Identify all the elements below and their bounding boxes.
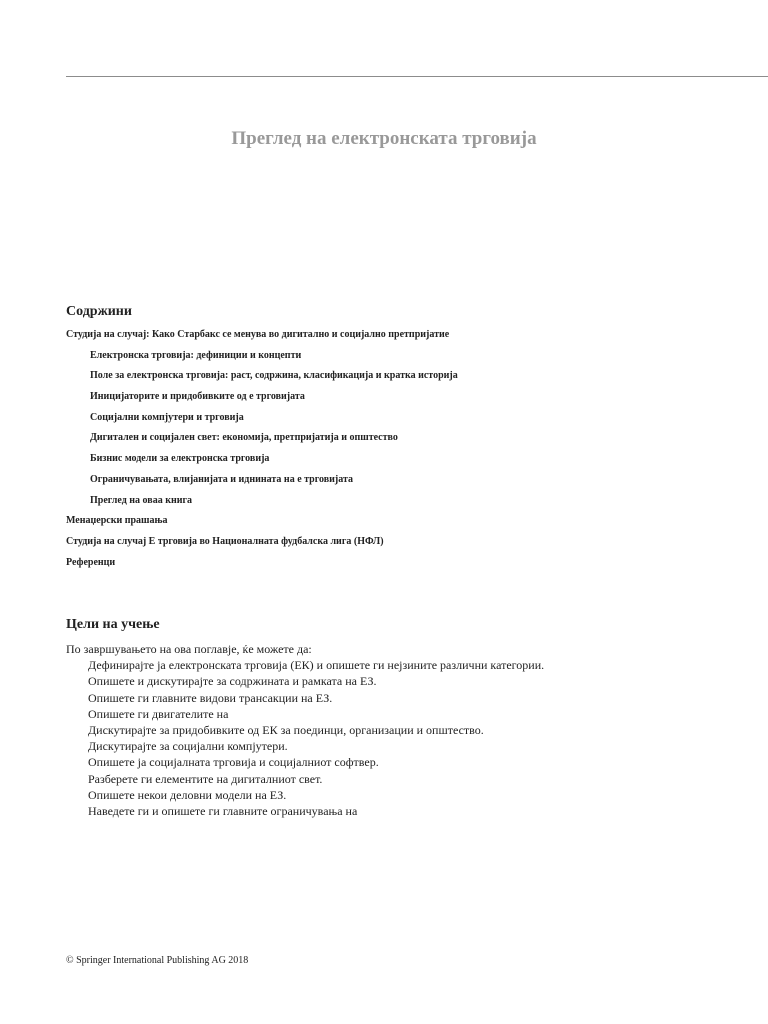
toc-item[interactable]: Поле за електронска трговија: раст, содржина, класификација и кратка историја (90, 370, 458, 382)
objective-item: Наведете ги и опишете ги главните ограничувања на (88, 804, 358, 819)
toc-item[interactable]: Ограничувањата, влијанијата и иднината на е трговијата (90, 473, 354, 485)
toc-item[interactable]: Бизнис модели за електронска трговија (90, 453, 270, 465)
toc-item[interactable]: Студија на случај: Како Старбакс се менува во дигитално и социјално претпријатие (66, 329, 450, 340)
top-rule (66, 76, 768, 77)
objective-item: Опишете ги двигателите на (88, 706, 229, 721)
objectives-heading: Цели на учење (66, 617, 160, 632)
toc-item[interactable]: Социјални компјутери и трговија (90, 411, 244, 423)
chapter-title: Преглед на електронската трговија (231, 128, 537, 149)
toc-item[interactable]: Студија на случај Е трговија во Националната фудбалска лига (НФЛ) (66, 535, 384, 547)
objective-item: Опишете и дискутирајте за содржината и рамката на ЕЗ. (88, 674, 377, 689)
objectives-intro: По завршувањето на ова поглавје, ќе можете да: (66, 642, 312, 656)
toc-item[interactable]: Референци (66, 556, 116, 568)
objective-item: Опишете ја социјалната трговија и социјалниот софтвер. (88, 755, 379, 770)
contents-list (66, 328, 756, 576)
toc-item[interactable]: Електронска трговија: дефиниции и концепти (90, 349, 302, 361)
objective-item: Опишете ги главните видови трансакции на ЕЗ. (88, 690, 333, 705)
objective-item: Разберете ги елементите на дигиталниот свет. (88, 771, 323, 786)
toc-item[interactable]: Иницијаторите и придобивките од е трговијата (90, 391, 305, 403)
toc-item[interactable]: Дигитален и социјален свет: економија, претпријатија и општество (90, 432, 398, 444)
toc-item[interactable]: Преглед на оваа книга (90, 494, 193, 506)
copyright-notice: © Springer International Publishing AG 2018 (66, 955, 249, 966)
objective-item: Дискутирајте за социјални компјутери. (88, 739, 288, 754)
objectives-list (66, 641, 756, 819)
objective-item: Дефинирајте ја електронската трговија (ЕК) и опишете ги нејзините различни категории. (88, 658, 545, 673)
toc-item[interactable]: Менаџерски прашања (66, 515, 168, 527)
objective-item: Дискутирајте за придобивките од ЕК за поединци, организации и општество. (88, 723, 484, 738)
contents-heading: Содржини (66, 304, 132, 319)
objective-item: Опишете некои деловни модели на ЕЗ. (88, 787, 287, 802)
